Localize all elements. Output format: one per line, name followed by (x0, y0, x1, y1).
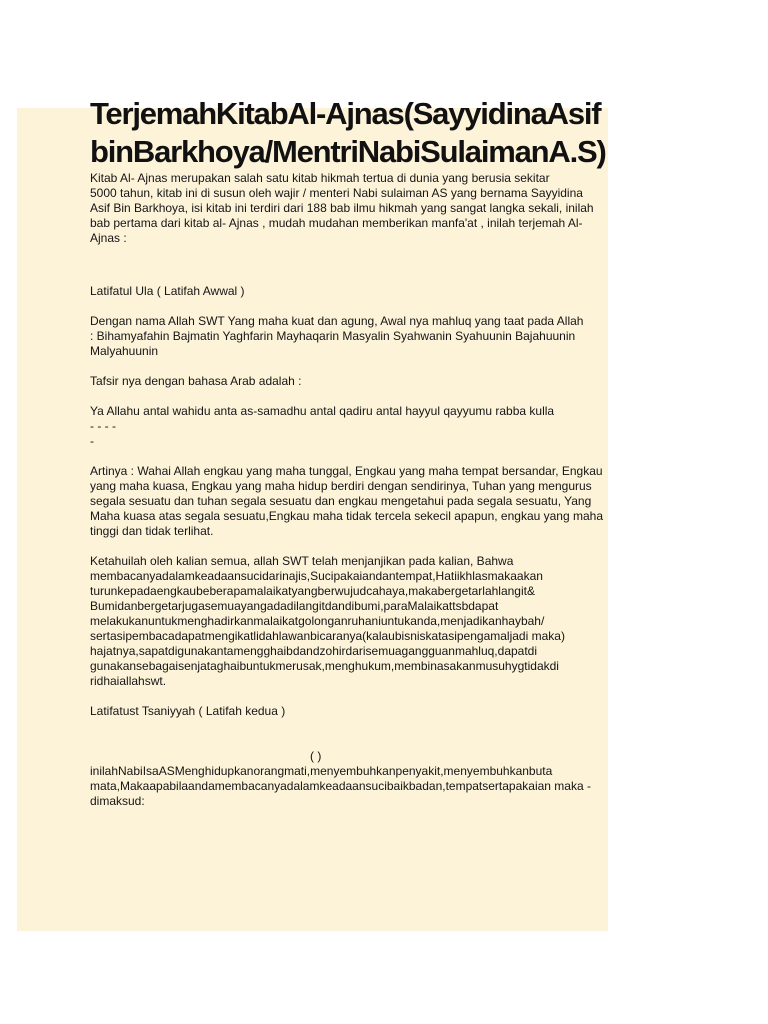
text-line: mata,Makaapabilaandamembacanyadalamkeadaansucibaikbadan,tempatsertapakaian maka - (90, 779, 591, 793)
text-line: : Bihamyafahin Bajmatin Yaghfarin Mayhaqarin Masyalin Syahwanin Syahuunin Bajahuunin (90, 329, 576, 343)
intro-paragraph (90, 171, 635, 246)
text-line: membacanyadalamkeadaansucidarinajis,Sucipakaiandantempat,Hatiikhlasmakaakan (90, 569, 543, 583)
text-line: 5000 tahun, kitab ini di susun oleh wajir / menteri Nabi sulaiman AS yang bernama Sayyidina (90, 186, 583, 200)
text-line: Maha kuasa atas segala sesuatu,Engkau maha tidak tercela sekecil apapun, engkau yang maha (90, 509, 603, 523)
blank-line (90, 359, 635, 374)
text-line: Asif Bin Barkhoya, isi kitab ini terdiri dari 188 bab ilmu hikmah yang sangat langka sekali, inilah (90, 201, 594, 215)
ketahuilah-paragraph (90, 554, 635, 689)
parenthesis-mark: ( ) (310, 749, 322, 763)
blank-line (90, 449, 635, 464)
document-content (90, 95, 635, 809)
text-line: segala sesuatu dan tuhan segala sesuatu dan engkau mengetahui pada segala sesuatu, Yang (90, 494, 592, 508)
blank-line (90, 719, 635, 734)
text-line: melakukanuntukmenghadirkanmalaikatgolonganruhaniuntukanda,menjadikanhaybah/ (90, 614, 545, 628)
basmalah-paragraph (90, 314, 635, 359)
text-line: - (90, 434, 94, 448)
document-title (90, 95, 635, 171)
blank-line (90, 299, 635, 314)
blank-line (90, 261, 635, 284)
text-line: gunakansebagaisenjataghaibuntukmerusak,menghukum,membinasakanmusuhygtidakdi (90, 659, 559, 673)
blank-line (90, 734, 635, 749)
blank-line (90, 689, 635, 704)
text-line: tinggi dan tidak terlihat. (90, 524, 214, 538)
text-line: Artinya : Wahai Allah engkau yang maha tunggal, Engkau yang maha tempat bersandar, Engkau (90, 464, 603, 478)
tafsir-heading: Tafsir nya dengan bahasa Arab adalah : (90, 374, 302, 388)
text-line: bab pertama dari kitab al- Ajnas , mudah mudahan memberikan manfa'at , inilah terjemah Al- (90, 216, 583, 230)
text-line: Kitab Al- Ajnas merupakan salah satu kitab hikmah tertua di dunia yang berusia sekitar (90, 171, 550, 185)
text-line: Malyahuunin (90, 344, 159, 358)
text-line: yang maha kuasa, Engkau yang maha hidup berdiri dengan sendirinya, Tuhan yang mengurus (90, 479, 592, 493)
blank-line (90, 389, 635, 404)
text-line: hajatnya,sapatdigunakantamengghaibdandzohirdarisemuagangguanmahluq,dapatdi (90, 644, 538, 658)
text-line: - - - - (90, 419, 116, 433)
text-line: dimaksud: (90, 794, 145, 808)
text-line: Ajnas : (90, 231, 127, 245)
section-heading: Latifatust Tsaniyyah ( Latifah kedua ) (90, 704, 286, 718)
blank-line (90, 246, 635, 261)
text-line: turunkepadaengkaubeberapamalaikatyangberwujudcahaya,makabergetarlahlangit& (90, 584, 535, 598)
text-line: Ketahuilah oleh kalian semua, allah SWT telah menjanjikan pada kalian, Bahwa (90, 554, 514, 568)
text-line: ridhaiallahswt. (90, 674, 167, 688)
arabic-transliteration (90, 404, 635, 449)
title-line: binBarkhoya/MentriNabiSulaimanA.S) (90, 134, 606, 169)
text-line: Dengan nama Allah SWT Yang maha kuat dan agung, Awal nya mahluq yang taat pada Allah (90, 314, 584, 328)
text-line: sertasipembacadapatmengikatlidahlawanbicaranya(kalaubisniskatasipengamaljadi maka) (90, 629, 565, 643)
text-line: Ya Allahu antal wahidu anta as-samadhu antal qadiru antal hayyul qayyumu rabba kulla (90, 404, 555, 418)
text-line: Bumidanbergetarjugasemuayangadadilangitdandibumi,paraMalaikattsbdapat (90, 599, 499, 613)
text-line: inilahNabiIsaASMenghidupkanorangmati,menyembuhkanpenyakit,menyembuhkanbuta (90, 764, 553, 778)
blank-line (90, 539, 635, 554)
artinya-paragraph (90, 464, 635, 539)
section2-paragraph (90, 764, 635, 809)
title-line: TerjemahKitabAl-Ajnas(SayyidinaAsif (90, 96, 601, 131)
section-heading: Latifatul Ula ( Latifah Awwal ) (90, 284, 245, 298)
